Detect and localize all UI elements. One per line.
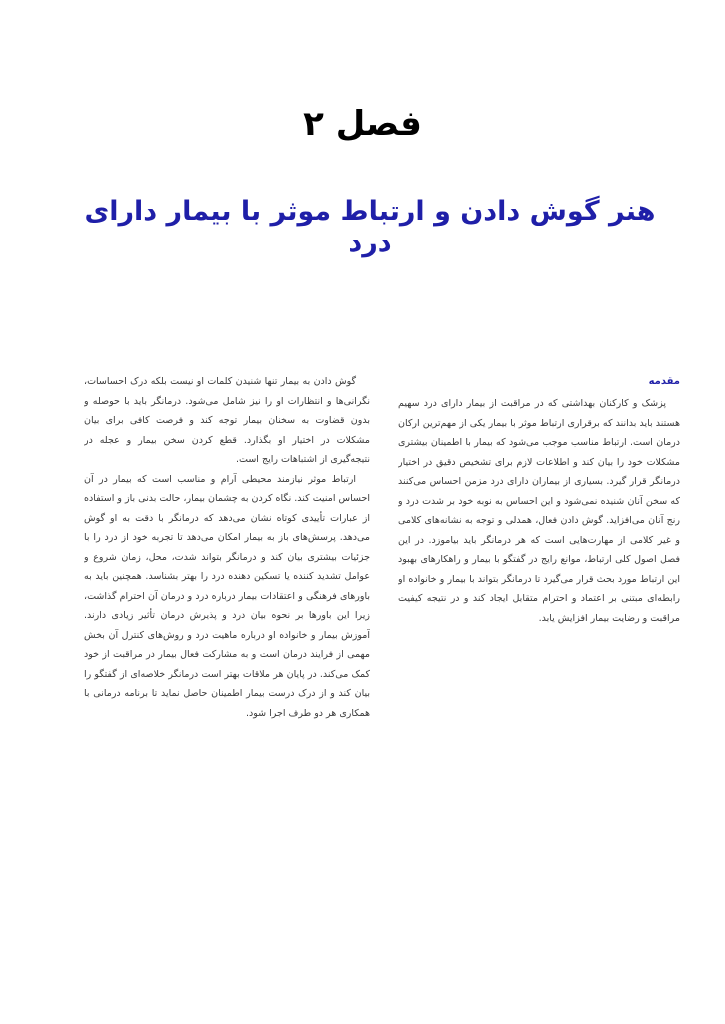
- body-paragraph: پزشک و کارکنان بهداشتی که در مراقبت از بیمار دارای درد سهیم هستند باید بدانند که برقراری ارتباط موثر با بیمار یکی از مهم‌ترین ارکان درمان است. ارتباط مناسب موجب می‌شود که بیمار با اطمینان بیشتری مشکلات خود را بیان کند و اطلاعات لازم برای تشخیص دقیق در اختیار درمانگر قرار گیرد. بسیاری از بیماران دارای درد مزمن احساس می‌کنند که سخن آنان شنیده نمی‌شود و این احساس به نوبه خود بر شدت درد و رنج آنان می‌افزاید. گوش دادن فعال، همدلی و توجه به نشانه‌های کلامی و غیر کلامی از مهارت‌هایی است که هر درمانگر باید بیاموزد. در این فصل اصول کلی ارتباط، موانع رایج در گفتگو با بیمار و راهکارهای بهبود این ارتباط مورد بحث قرار می‌گیرد تا درمانگر بتواند با بیمار و خانواده او رابطه‌ای مبتنی بر اعتماد و احترام متقابل ایجاد کند و در نتیجه کیفیت مراقبت و رضایت بیمار افزایش یابد.: [398, 398, 680, 624]
- section-label-introduction: مقدمه: [648, 376, 680, 387]
- body-paragraph: ارتباط موثر نیازمند محیطی آرام و مناسب است که بیمار در آن احساس امنیت کند. نگاه کردن به چشمان بیمار، حالت بدنی باز و استفاده از عبارات تأییدی کوتاه نشان می‌دهد که درمانگر با دقت به او گوش می‌دهد. پرسش‌های باز به بیمار امکان می‌دهد تا تجربه خود از درد را با جزئیات بیشتری بیان کند و درمانگر بتواند شدت، محل، زمان شروع و عوامل تشدید کننده یا تسکین دهنده درد را بهتر بشناسد. همچنین باید به باورهای فرهنگی و اعتقادات بیمار درباره درد و درمان آن احترام گذاشت، زیرا این باورها بر نحوه بیان درد و پذیرش درمان تأثیر زیادی دارند. آموزش بیمار و خانواده او درباره ماهیت درد و روش‌های کنترل آن بخش مهمی از فرایند درمان است و به مشارکت فعال بیمار در مراقبت از خود کمک می‌کند. در پایان هر ملاقات بهتر است درمانگر خلاصه‌ای از گفتگو را بیان کند و از درک درست بیمار اطمینان حاصل نماید تا برنامه درمانی با همکاری هر دو طرف اجرا شود.: [84, 473, 370, 719]
- chapter-title: فصل ۲: [303, 104, 422, 144]
- left-text-column: [84, 372, 370, 947]
- chapter-subtitle: هنر گوش دادن و ارتباط موثر با بیمار دارای درد: [84, 196, 656, 258]
- body-paragraph: گوش دادن به بیمار تنها شنیدن کلمات او نیست بلکه درک احساسات، نگرانی‌ها و انتظارات او را نیز شامل می‌شود. درمانگر باید با حوصله و بدون قضاوت به سخنان بیمار توجه کند و فرصت کافی برای بیان مشکلات در اختیار او بگذارد. قطع کردن سخن بیمار و عجله در نتیجه‌گیری از اشتباهات رایج است.: [84, 376, 370, 465]
- right-text-column: [398, 372, 680, 947]
